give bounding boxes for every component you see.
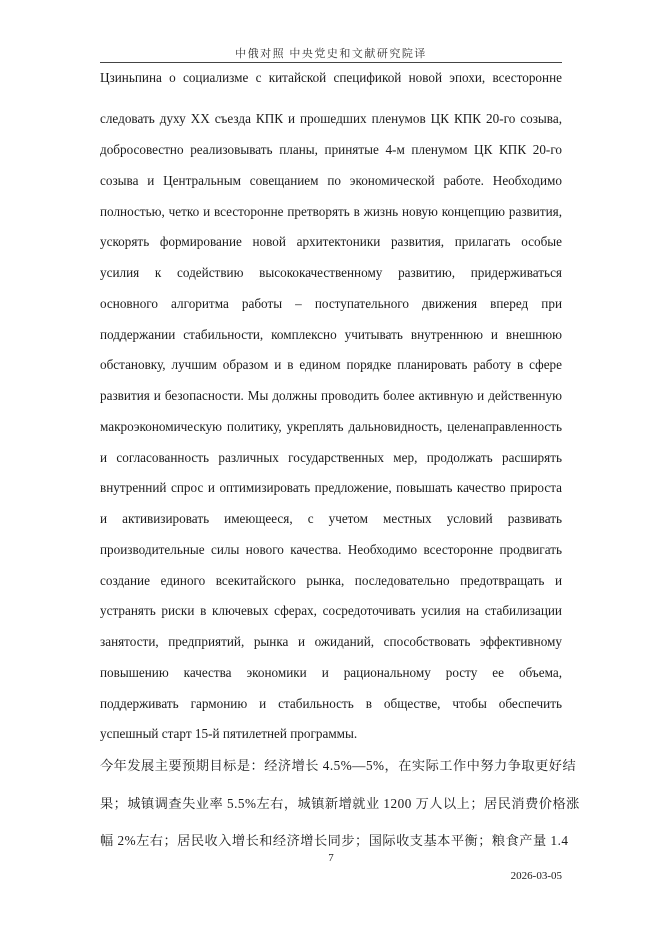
text-line: поддерживать гармонию и стабильность в обществе, чтобы обеспечить	[100, 696, 562, 711]
text-line: производительные силы нового качества. Необходимо всесторонне продвигать	[100, 542, 562, 557]
text-line: следовать духу XX съезда КПК и прошедших пленумов ЦК КПК 20-го созыва,	[100, 111, 562, 126]
header-divider	[100, 62, 562, 63]
text-line: основного алгоритма работы – поступательного движения вперед при	[100, 296, 562, 311]
text-line: макроэкономическую политику, укреплять дальновидность, целенаправленность	[100, 419, 562, 434]
text-line: устранять риски в ключевых сферах, сосредоточивать усилия на стабилизации	[100, 603, 562, 618]
text-line: создание единого всекитайского рынка, последовательно предотвращать и	[100, 573, 562, 588]
text-line: ускорять формирование новой архитектоники развития, прилагать особые	[100, 234, 562, 249]
text-line: 果；城镇调查失业率 5.5%左右，城镇新增就业 1200 万人以上；居民消费价格涨	[100, 796, 580, 811]
text-line: развития и безопасности. Мы должны проводить более активную и действенную	[100, 388, 562, 403]
text-line: повышению качества экономики и рациональному росту ее объема,	[100, 665, 562, 680]
text-line: занятости, предприятий, рынка и ожиданий, способствовать эффективному	[100, 634, 562, 649]
text-line: успешный старт 15-й пятилетней программы.	[100, 726, 358, 741]
text-line: внутренний спрос и оптимизировать предложение, повышать качество прироста	[100, 480, 562, 495]
text-line: поддержании стабильности, комплексно учитывать внутреннюю и внешнюю	[100, 327, 562, 342]
document-date: 2026-03-05	[510, 870, 562, 882]
text-line: созыва и Центральным совещанием по экономической работе. Необходимо	[100, 173, 562, 188]
text-line: усилия к содействию высококачественному развитию, придерживаться	[100, 265, 562, 280]
text-line: 幅 2%左右；居民收入增长和经济增长同步；国际收支基本平衡；粮食产量 1.4	[100, 833, 569, 848]
text-line: добросовестно реализовывать планы, принятые 4-м пленумом ЦК КПК 20-го	[100, 142, 562, 157]
text-line: и активизировать имеющееся, с учетом местных условий развивать	[100, 511, 562, 526]
text-line: полностью, четко и всесторонне претворять в жизнь новую концепцию развития,	[100, 204, 562, 219]
text-line: Цзиньпина о социализме с китайской спецификой новой эпохи, всесторонне	[100, 70, 562, 85]
text-line: и согласованность различных государственных мер, продолжать расширять	[100, 450, 562, 465]
page-number: 7	[328, 852, 334, 864]
running-header: 中俄对照 中央党史和文献研究院译	[235, 48, 427, 60]
text-line: обстановку, лучшим образом и в едином порядке планировать работу в сфере	[100, 357, 562, 372]
text-line: 今年发展主要预期目标是：经济增长 4.5%—5%，在实际工作中努力争取更好结	[100, 758, 577, 773]
